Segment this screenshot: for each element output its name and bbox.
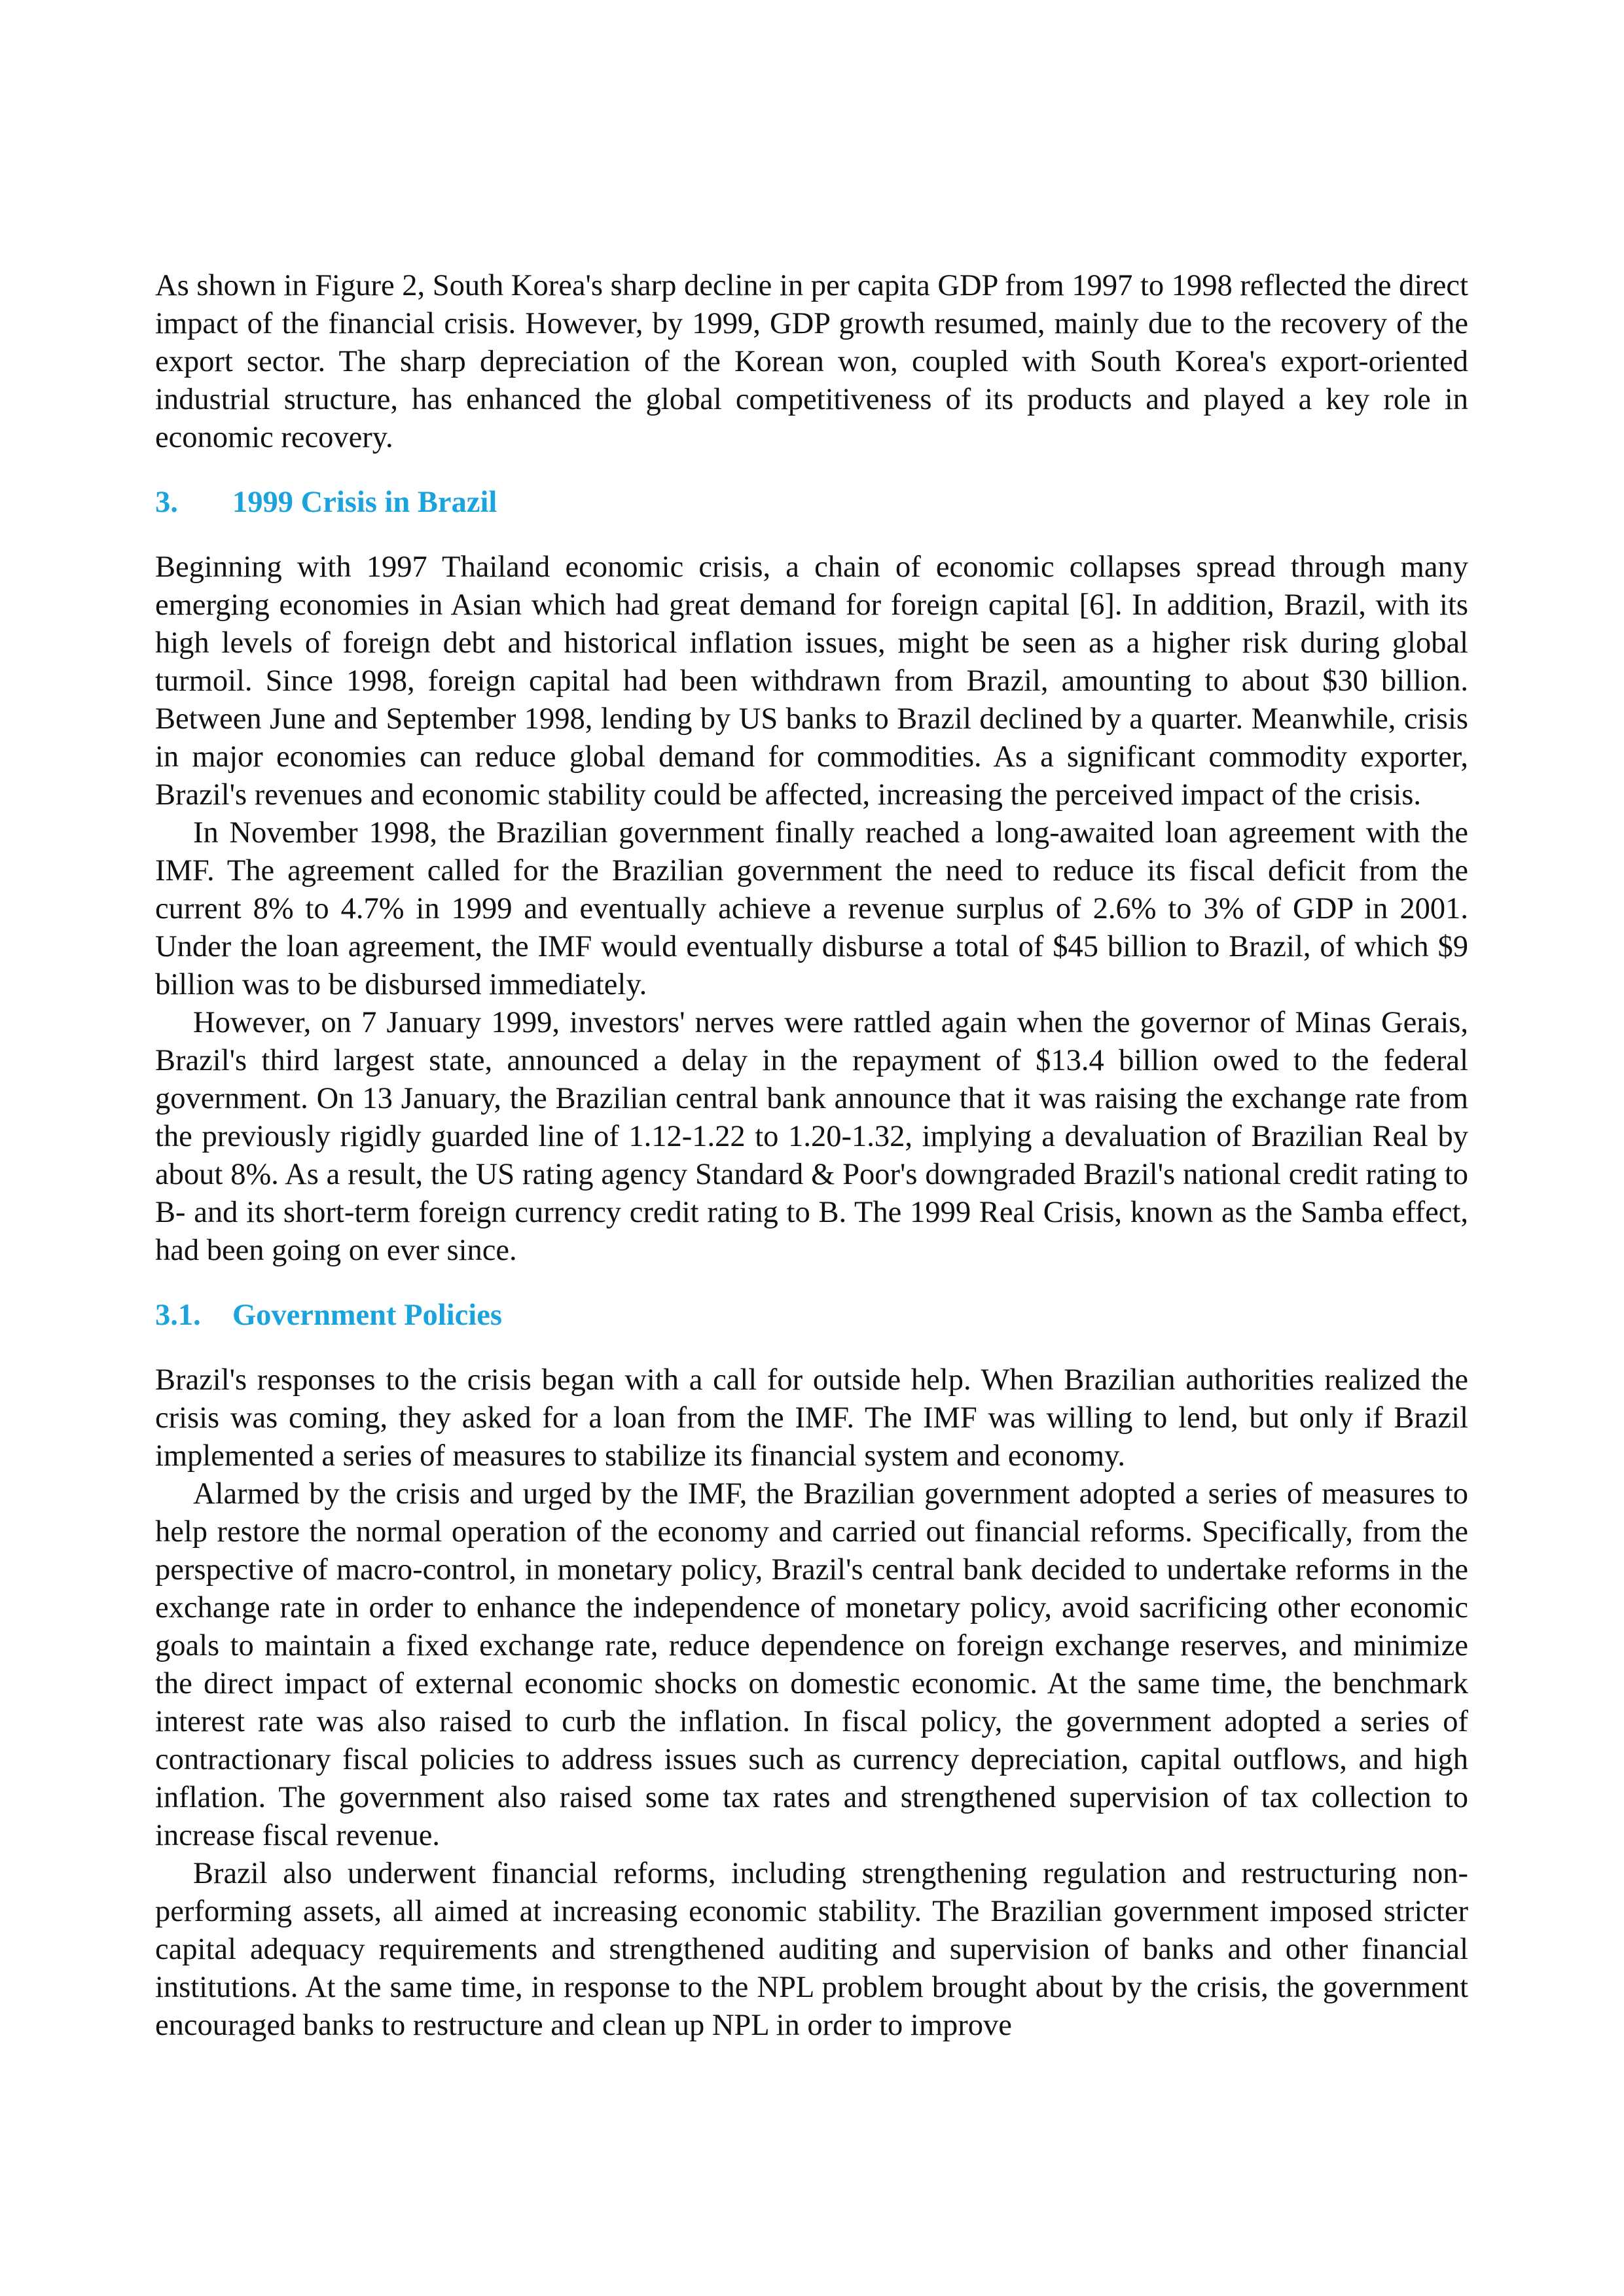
page-body xyxy=(155,267,1468,2045)
section-3-paragraph-3: However, on 7 January 1999, investors' nerves were rattled again when the governor of Minas Gerais, Brazil's third largest state, announced a delay in the repayment of $13.4 billion owed to the federal government. On 13 January, the Brazilian central bank announce that it was raising the exchange rate from the previously rigidly guarded line of 1.12-1.22 to 1.20-1.32, implying a devaluation of Brazilian Real by about 8%. As a result, the US rating agency Standard & Poor's downgraded Brazil's national credit rating to B- and its short-term foreign currency credit rating to B. The 1999 Real Crisis, known as the Samba effect, had been going on ever since. xyxy=(155,1006,1468,1267)
section-3-1-number: 3.1. xyxy=(155,1299,201,1332)
section-3-1-paragraph-2: Alarmed by the crisis and urged by the IMF, the Brazilian government adopted a series of measures to help restore the normal operation of the economy and carried out financial reforms. Specifically, from the perspective of macro-control, in monetary policy, Brazil's central bank decided to undertake reforms in the exchange rate in order to enhance the independence of monetary policy, avoid sacrificing other economic goals to maintain a fixed exchange rate, reduce dependence on foreign exchange reserves, and minimize the direct impact of external economic shocks on domestic economic. At the same time, the benchmark interest rate was also raised to curb the inflation. In fiscal policy, the government adopted a series of contractionary fiscal policies to address issues such as currency depreciation, capital outflows, and high inflation. The government also raised some tax rates and strengthened supervision of tax collection to increase fiscal revenue. xyxy=(155,1477,1468,1852)
section-3-1-paragraph-1: Brazil's responses to the crisis began with a call for outside help. When Brazilian authorities realized the crisis was coming, they asked for a loan from the IMF. The IMF was willing to lend, but only if Brazil implemented a series of measures to stabilize its financial system and economy. xyxy=(155,1363,1468,1473)
section-3-paragraph-1: Beginning with 1997 Thailand economic crisis, a chain of economic collapses spread through many emerging economies in Asian which had great demand for foreign capital [6]. In addition, Brazil, with its high levels of foreign debt and historical inflation issues, might be seen as a higher risk during global turmoil. Since 1998, foreign capital had been withdrawn from Brazil, amounting to about $30 billion. Between June and September 1998, lending by US banks to Brazil declined by a quarter. Meanwhile, crisis in major economies can reduce global demand for commodities. As a significant commodity exporter, Brazil's revenues and economic stability could be affected, increasing the perceived impact of the crisis. xyxy=(155,550,1468,812)
section-3-paragraph-2: In November 1998, the Brazilian government finally reached a long-awaited loan agreement with the IMF. The agreement called for the Brazilian government the need to reduce its fiscal deficit from the current 8% to 4.7% in 1999 and eventually achieve a revenue surplus of 2.6% to 3% of GDP in 2001. Under the loan agreement, the IMF would eventually disburse a total of $45 billion to Brazil, of which $9 billion was to be disbursed immediately. xyxy=(155,816,1468,1001)
section-3-heading xyxy=(155,484,1468,522)
section-3-1-paragraph-3: Brazil also underwent financial reforms, including strengthening regulation and restructuring non-performing assets, all aimed at increasing economic stability. The Brazilian government imposed stricter capital adequacy requirements and strengthened auditing and supervision of banks and other financial institutions. At the same time, in response to the NPL problem brought about by the crisis, the government encouraged banks to restructure and clean up NPL in order to improve xyxy=(155,1857,1468,2042)
section-3-number: 3. xyxy=(155,486,178,519)
section-3-1-title: Government Policies xyxy=(232,1299,502,1332)
intro-paragraph: As shown in Figure 2, South Korea's sharp decline in per capita GDP from 1997 to 1998 reflected the direct impact of the financial crisis. However, by 1999, GDP growth resumed, mainly due to the recovery of the export sector. The sharp depreciation of the Korean won, coupled with South Korea's export-oriented industrial structure, has enhanced the global competitiveness of its products and played a key role in economic recovery. xyxy=(155,269,1468,454)
section-3-title: 1999 Crisis in Brazil xyxy=(232,486,497,519)
section-3-1-heading xyxy=(155,1297,1468,1335)
